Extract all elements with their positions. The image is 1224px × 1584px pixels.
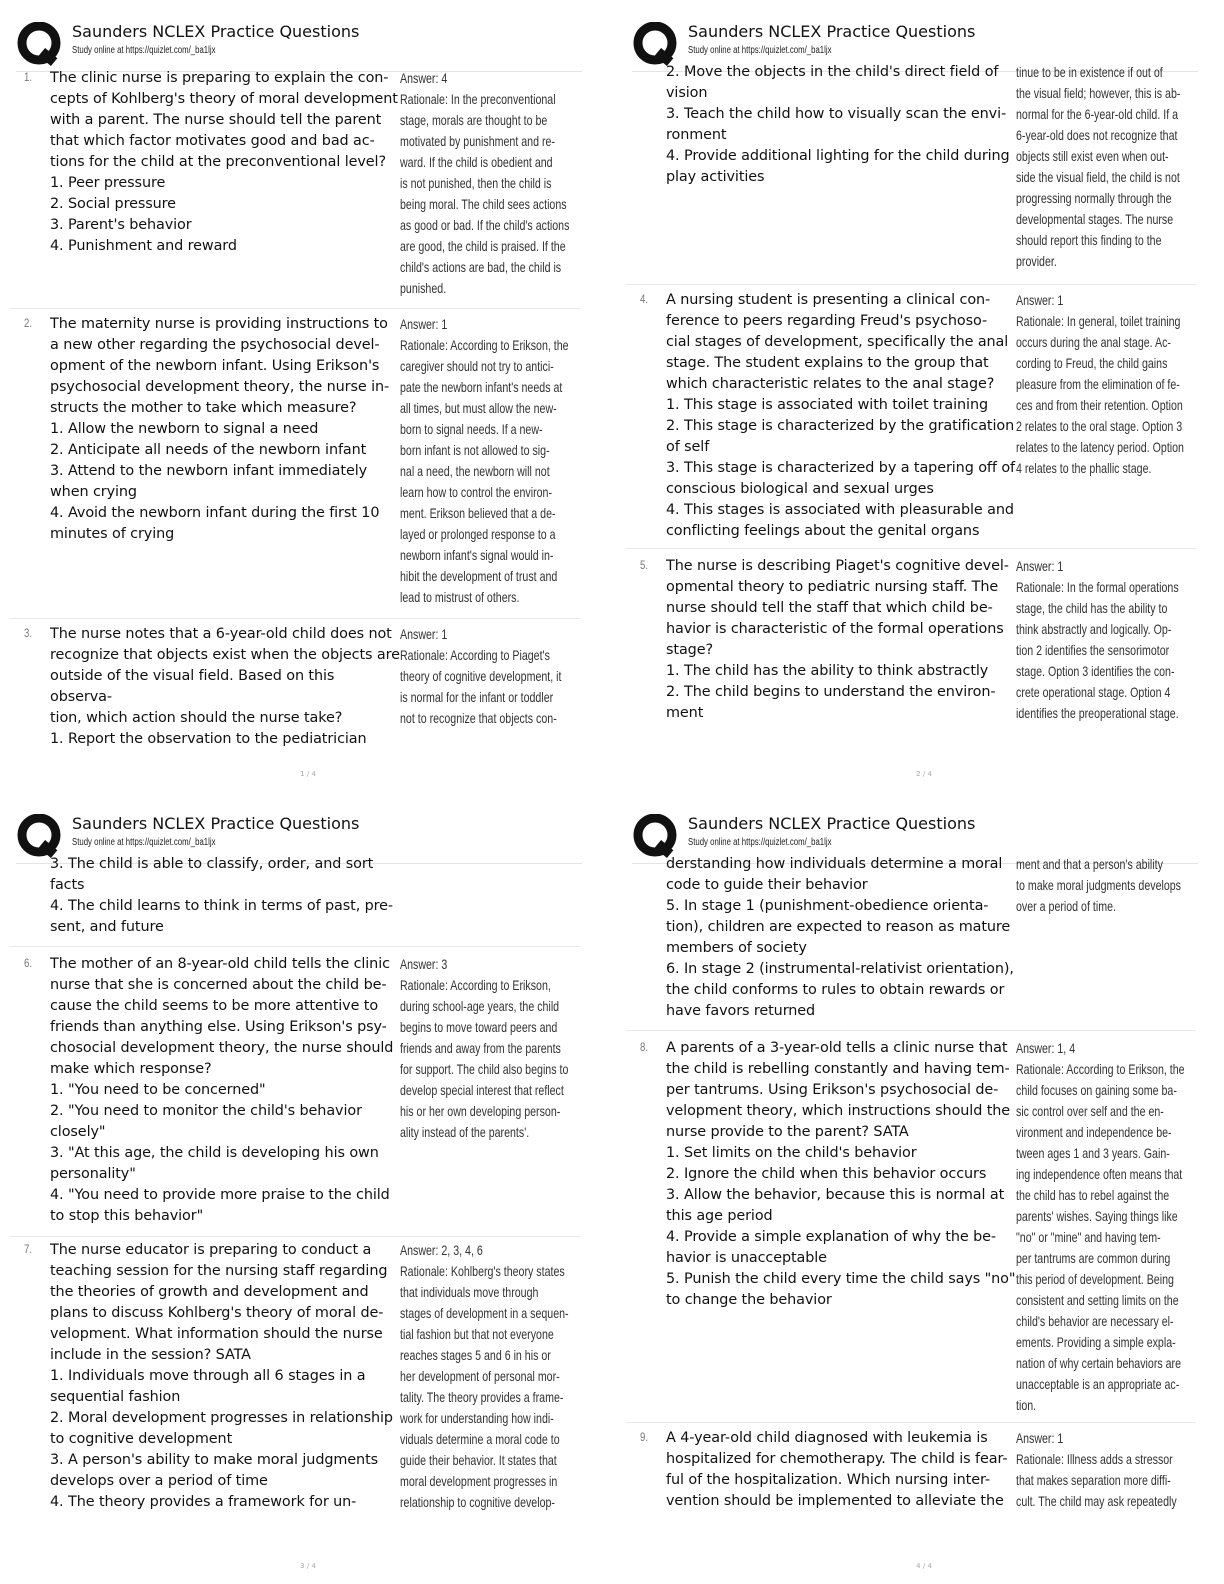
rationale-line: is not punished, then the child is xyxy=(400,175,552,191)
question-line: outside of the visual field. Based on this observa- xyxy=(50,668,335,705)
option-line: 3. Teach the child how to visually scan the envi- xyxy=(666,106,1007,122)
question-card-8 xyxy=(626,1038,1196,1423)
page-number: 1 / 4 xyxy=(300,770,316,778)
page-1 xyxy=(10,8,606,788)
question-line: A 4-year-old child diagnosed with leukemia is xyxy=(666,1430,988,1446)
option-line: 2. Move the objects in the child's direct field of xyxy=(666,64,999,80)
question-line: the theories of growth and development and xyxy=(50,1284,369,1300)
rationale-line: theory of cognitive development, it xyxy=(400,668,562,684)
question-card-6 xyxy=(10,954,580,1237)
answer-line: Answer: 2, 3, 4, 6 xyxy=(400,1242,483,1258)
option-line: 6. In stage 2 (instrumental-relativist orientation), xyxy=(666,961,1014,977)
question-line: per tantrums. Using Erikson's psychosocial de- xyxy=(666,1082,999,1098)
question-text xyxy=(666,62,1016,188)
option-line: sequential fashion xyxy=(50,1389,181,1405)
question-number: 3. xyxy=(24,626,33,640)
option-line: have favors returned xyxy=(666,1003,816,1019)
rationale-line: that individuals move through xyxy=(400,1284,539,1300)
question-card-3-continued xyxy=(626,62,1196,285)
answer-rationale xyxy=(1016,290,1192,479)
header-subtitle: Study online at https://quizlet.com/_ba1ljx xyxy=(688,45,832,56)
question-number: 8. xyxy=(640,1040,649,1054)
option-line: sent, and future xyxy=(50,919,164,935)
option-line: 5. Punish the child every time the child says "no" xyxy=(666,1271,1016,1287)
rationale-line: ements. Providing a simple expla- xyxy=(1016,1334,1176,1350)
rationale-line: ces and from their retention. Option xyxy=(1016,397,1183,413)
question-line: opment of the newborn infant. Using Erikson's xyxy=(50,358,380,374)
page-number: 2 / 4 xyxy=(916,770,932,778)
rationale-line: develop special interest that reflect xyxy=(400,1082,564,1098)
rationale-line: layed or prolonged response to a xyxy=(400,526,556,542)
rationale-line: stage, the child has the ability to xyxy=(1016,600,1168,616)
rationale-line: normal for the 6-year-old child. If a xyxy=(1016,106,1179,122)
page-3 xyxy=(10,800,606,1580)
option-line: 2. Social pressure xyxy=(50,196,176,212)
rationale-line: ing independence often means that xyxy=(1016,1166,1183,1182)
question-line: opmental theory to pediatric nursing staff. The xyxy=(666,579,999,595)
question-text xyxy=(50,954,400,1227)
option-line: code to guide their behavior xyxy=(666,877,868,893)
rationale-line: relates to the latency period. Option xyxy=(1016,439,1184,455)
option-line: when crying xyxy=(50,484,137,500)
question-number: 2. xyxy=(24,316,33,330)
question-line: cepts of Kohlberg's theory of moral development xyxy=(50,91,398,107)
rationale-line: should report this finding to the xyxy=(1016,232,1162,248)
rationale-line: all times, but must allow the new- xyxy=(400,400,557,416)
option-line: 1. Allow the newborn to signal a need xyxy=(50,421,319,437)
question-line: The clinic nurse is preparing to explain the con- xyxy=(50,70,389,86)
answer-rationale xyxy=(400,954,576,1143)
page-number: 3 / 4 xyxy=(300,1562,316,1570)
option-line: 3. This stage is characterized by a tapering off of xyxy=(666,460,1015,476)
option-line: 4. Provide a simple explanation of why the be- xyxy=(666,1229,997,1245)
rationale-line: moral development progresses in xyxy=(400,1473,558,1489)
question-line: ference to peers regarding Freud's psychoso- xyxy=(666,313,988,329)
page-header xyxy=(16,18,576,68)
rationale-line: this period of development. Being xyxy=(1016,1271,1174,1287)
option-line: vision xyxy=(666,85,708,101)
option-line: 4. Avoid the newborn infant during the first 10 xyxy=(50,505,380,521)
rationale-line: caregiver should not try to antici- xyxy=(400,358,554,374)
rationale-line: ality instead of the parents'. xyxy=(400,1124,530,1140)
option-line: tion), children are expected to reason as mature xyxy=(666,919,1011,935)
question-card-4 xyxy=(626,290,1196,549)
question-line: havior is characteristic of the formal operations xyxy=(666,621,1004,637)
question-line: a new other regarding the psychosocial devel- xyxy=(50,337,380,353)
rationale-line: pate the newborn infant's needs at xyxy=(400,379,563,395)
question-line: cial stages of development, specifically the anal xyxy=(666,334,1009,350)
rationale-line: reaches stages 5 and 6 in his or xyxy=(400,1347,551,1363)
rationale-line: vironment and independence be- xyxy=(1016,1124,1172,1140)
question-card-5 xyxy=(626,556,1196,728)
rationale-line: per tantrums are common during xyxy=(1016,1250,1171,1266)
option-line: derstanding how individuals determine a moral xyxy=(666,856,1003,872)
rationale-line: think abstractly and logically. Op- xyxy=(1016,621,1172,637)
rationale-line: Rationale: According to Erikson, the xyxy=(1016,1061,1185,1077)
rationale-line: tween ages 1 and 3 years. Gain- xyxy=(1016,1145,1170,1161)
rationale-line: Rationale: In general, toilet training xyxy=(1016,313,1181,329)
rationale-line: developmental stages. The nurse xyxy=(1016,211,1174,227)
answer-line: Answer: 1, 4 xyxy=(1016,1040,1076,1056)
question-line: include in the session? SATA xyxy=(50,1347,251,1363)
option-line: conscious biological and sexual urges xyxy=(666,481,934,497)
page-header xyxy=(632,810,1192,860)
rationale-line: ment. Erikson believed that a de- xyxy=(400,505,556,521)
answer-rationale xyxy=(400,624,576,729)
question-line: hospitalized for chemotherapy. The child is fear- xyxy=(666,1451,1008,1467)
answer-rationale xyxy=(1016,854,1192,917)
rationale-line: viduals determine a moral code to xyxy=(400,1431,560,1447)
rationale-line: sic control over self and the en- xyxy=(1016,1103,1164,1119)
option-line: 2. Anticipate all needs of the newborn infant xyxy=(50,442,367,458)
rationale-line: stages of development in a sequen- xyxy=(400,1305,569,1321)
rationale-line: Rationale: In the preconventional xyxy=(400,91,556,107)
option-line: members of society xyxy=(666,940,807,956)
rationale-line: cult. The child may ask repeatedly xyxy=(1016,1493,1177,1509)
rationale-line: for support. The child also begins to xyxy=(400,1061,569,1077)
answer-rationale xyxy=(1016,62,1192,272)
option-line: to stop this behavior" xyxy=(50,1208,204,1224)
answer-line: Answer: 3 xyxy=(400,956,448,972)
question-number: 6. xyxy=(24,956,33,970)
answer-rationale xyxy=(400,68,576,299)
question-text xyxy=(666,290,1016,542)
option-line: play activities xyxy=(666,169,765,185)
rationale-line: tality. The theory provides a frame- xyxy=(400,1389,564,1405)
rationale-line: identifies the preoperational stage. xyxy=(1016,705,1179,721)
question-card-9 xyxy=(626,1428,1196,1518)
rationale-line: child's behavior are necessary el- xyxy=(1016,1313,1174,1329)
option-line: 2. The child begins to understand the environ- xyxy=(666,684,996,700)
answer-line: Answer: 1 xyxy=(1016,558,1064,574)
question-number: 1. xyxy=(24,70,33,84)
question-number: 7. xyxy=(24,1242,33,1256)
rationale-line: 4 relates to the phallic stage. xyxy=(1016,460,1152,476)
rationale-line: hibit the development of trust and xyxy=(400,568,558,584)
question-line: nurse provide to the parent? SATA xyxy=(666,1124,909,1140)
rationale-line: punished. xyxy=(400,280,447,296)
header-subtitle: Study online at https://quizlet.com/_ba1ljx xyxy=(72,837,216,848)
question-line: cause the child seems to be more attentive to xyxy=(50,998,379,1014)
rationale-line: nal a need, the newborn will not xyxy=(400,463,550,479)
option-line: 3. "At this age, the child is developing his own xyxy=(50,1145,379,1161)
question-line: vention should be implemented to alleviate the xyxy=(666,1493,1004,1509)
option-line: to change the behavior xyxy=(666,1292,832,1308)
rationale-line: pleasure from the elimination of fe- xyxy=(1016,376,1180,392)
rationale-line: stage, morals are thought to be xyxy=(400,112,548,128)
option-line: develops over a period of time xyxy=(50,1473,268,1489)
rationale-line: is normal for the infant or toddler xyxy=(400,689,554,705)
rationale-line: work for understanding how indi- xyxy=(400,1410,554,1426)
rationale-line: ward. If the child is obedient and xyxy=(400,154,553,170)
question-line: tions for the child at the preconventional level? xyxy=(50,154,386,170)
option-line: 3. A person's ability to make moral judgments xyxy=(50,1452,379,1468)
question-card-1 xyxy=(10,68,580,309)
question-line: friends than anything else. Using Erikson's psy- xyxy=(50,1019,387,1035)
question-line: A nursing student is presenting a clinical con- xyxy=(666,292,991,308)
page-4 xyxy=(626,800,1222,1580)
rationale-line: ment and that a person's ability xyxy=(1016,856,1163,872)
page-2 xyxy=(626,8,1222,788)
question-text xyxy=(50,854,400,938)
question-line: The maternity nurse is providing instructions to xyxy=(50,316,388,332)
question-line: which characteristic relates to the anal stage? xyxy=(666,376,995,392)
option-line: to cognitive development xyxy=(50,1431,233,1447)
question-line: velopment. What information should the nurse xyxy=(50,1326,383,1342)
rationale-line: learn how to control the environ- xyxy=(400,484,552,500)
question-line: The nurse educator is preparing to conduct a xyxy=(50,1242,372,1258)
question-text xyxy=(50,314,400,545)
rationale-line: relationship to cognitive develop- xyxy=(400,1494,555,1510)
rationale-line: Rationale: According to Piaget's xyxy=(400,647,550,663)
option-line: 2. Ignore the child when this behavior occurs xyxy=(666,1166,987,1182)
option-line: 4. The theory provides a framework for un- xyxy=(50,1494,357,1510)
option-line: havior is unacceptable xyxy=(666,1250,827,1266)
answer-line: Answer: 4 xyxy=(400,70,448,86)
rationale-line: stage. Option 3 identifies the con- xyxy=(1016,663,1175,679)
answer-line: Answer: 1 xyxy=(400,316,448,332)
rationale-line: "no" or "mine" and having tem- xyxy=(1016,1229,1161,1245)
question-text xyxy=(666,1428,1016,1512)
question-line: The nurse is describing Piaget's cognitive devel- xyxy=(666,558,1009,574)
option-line: 4. Provide additional lighting for the child during xyxy=(666,148,1010,164)
header-title: Saunders NCLEX Practice Questions xyxy=(72,814,360,833)
page-number: 4 / 4 xyxy=(916,1562,932,1570)
answer-rationale xyxy=(1016,1038,1192,1416)
question-line: A parents of a 3-year-old tells a clinic nurse that xyxy=(666,1040,1008,1056)
question-card-2 xyxy=(10,314,580,619)
rationale-line: parents' wishes. Saying things like xyxy=(1016,1208,1178,1224)
rationale-line: child focuses on gaining some ba- xyxy=(1016,1082,1177,1098)
answer-line: Answer: 1 xyxy=(1016,292,1064,308)
rationale-line: born to signal needs. If a new- xyxy=(400,421,543,437)
option-line: facts xyxy=(50,877,85,893)
question-card-3 xyxy=(10,624,580,747)
option-line: 3. Parent's behavior xyxy=(50,217,192,233)
question-line: nurse should tell the staff that which child be- xyxy=(666,600,993,616)
option-line: 1. Set limits on the child's behavior xyxy=(666,1145,917,1161)
rationale-line: to make moral judgments develops xyxy=(1016,877,1182,893)
option-line: 2. "You need to monitor the child's behavior xyxy=(50,1103,362,1119)
question-line: nurse that she is concerned about the child be- xyxy=(50,977,387,993)
question-line: stage. The student explains to the group that xyxy=(666,355,989,371)
rationale-line: born infant is not allowed to sig- xyxy=(400,442,550,458)
question-text xyxy=(50,1240,400,1513)
rationale-line: as good or bad. If the child's actions xyxy=(400,217,570,233)
rationale-line: being moral. The child sees actions xyxy=(400,196,567,212)
question-line: tion, which action should the nurse take? xyxy=(50,710,343,726)
rationale-line: occurs during the anal stage. Ac- xyxy=(1016,334,1171,350)
option-line: the child conforms to rules to obtain rewards or xyxy=(666,982,1005,998)
page-header xyxy=(632,18,1192,68)
option-line: 1. This stage is associated with toilet training xyxy=(666,397,988,413)
rationale-line: nation of why certain behaviors are xyxy=(1016,1355,1182,1371)
question-number: 5. xyxy=(640,558,649,572)
option-line: of self xyxy=(666,439,710,455)
question-line: chosocial development theory, the nurse should xyxy=(50,1040,394,1056)
rationale-line: tion 2 identifies the sensorimotor xyxy=(1016,642,1170,658)
option-line: 3. Allow the behavior, because this is normal at xyxy=(666,1187,1005,1203)
rationale-line: side the visual field, the child is not xyxy=(1016,169,1180,185)
question-text xyxy=(50,624,400,750)
question-line: with a parent. The nurse should tell the parent xyxy=(50,112,382,128)
option-line: 1. Report the observation to the pediatrician xyxy=(50,731,367,747)
header-title: Saunders NCLEX Practice Questions xyxy=(72,22,360,41)
page-header xyxy=(16,810,576,860)
question-line: stage? xyxy=(666,642,713,658)
rationale-line: Rationale: According to Erikson, the xyxy=(400,337,569,353)
question-line: teaching session for the nursing staff regarding xyxy=(50,1263,388,1279)
rationale-line: during school-age years, the child xyxy=(400,998,560,1014)
option-line: 1. The child has the ability to think abstractly xyxy=(666,663,989,679)
question-number: 9. xyxy=(640,1430,649,1444)
rationale-line: the visual field; however, this is ab- xyxy=(1016,85,1181,101)
rationale-line: Rationale: Kohlberg's theory states xyxy=(400,1263,565,1279)
option-line: ronment xyxy=(666,127,727,143)
header-title: Saunders NCLEX Practice Questions xyxy=(688,22,976,41)
rationale-line: progressing normally through the xyxy=(1016,190,1172,206)
option-line: 1. Individuals move through all 6 stages in a xyxy=(50,1368,366,1384)
answer-rationale xyxy=(400,314,576,608)
rationale-line: 6-year-old does not recognize that xyxy=(1016,127,1178,143)
question-card-7 xyxy=(10,1240,580,1516)
question-text xyxy=(666,1038,1016,1311)
answer-line: Answer: 1 xyxy=(1016,1430,1064,1446)
option-line: 4. Punishment and reward xyxy=(50,238,237,254)
rationale-line: Rationale: According to Erikson, xyxy=(400,977,551,993)
answer-rationale xyxy=(1016,1428,1192,1512)
question-line: recognize that objects exist when the objects are xyxy=(50,647,400,663)
rationale-line: her development of personal mor- xyxy=(400,1368,560,1384)
header-title: Saunders NCLEX Practice Questions xyxy=(688,814,976,833)
rationale-line: over a period of time. xyxy=(1016,898,1116,914)
option-line: closely" xyxy=(50,1124,106,1140)
question-line: make which response? xyxy=(50,1061,212,1077)
question-line: velopment theory, which instructions should the xyxy=(666,1103,1011,1119)
question-line: The nurse notes that a 6-year-old child does not xyxy=(50,626,392,642)
rationale-line: guide their behavior. It states that xyxy=(400,1452,557,1468)
question-number: 4. xyxy=(640,292,649,306)
rationale-line: tial fashion but that not everyone xyxy=(400,1326,554,1342)
rationale-line: begins to move toward peers and xyxy=(400,1019,558,1035)
question-line: psychosocial development theory, the nurse in- xyxy=(50,379,390,395)
question-line: the child is rebelling constantly and having tem- xyxy=(666,1061,1010,1077)
rationale-line: child's actions are bad, the child is xyxy=(400,259,562,275)
question-line: that which factor motivates good and bad ac- xyxy=(50,133,375,149)
option-line: 4. This stages is associated with pleasurable and xyxy=(666,502,1014,518)
option-line: 2. Moral development progresses in relationship xyxy=(50,1410,393,1426)
rationale-line: newborn infant's signal would in- xyxy=(400,547,554,563)
rationale-line: his or her own developing person- xyxy=(400,1103,561,1119)
question-text xyxy=(666,854,1016,1022)
rationale-line: provider. xyxy=(1016,253,1057,269)
rationale-line: that makes separation more diffi- xyxy=(1016,1472,1171,1488)
option-line: 2. This stage is characterized by the gratification xyxy=(666,418,1015,434)
answer-rationale xyxy=(1016,556,1192,724)
rationale-line: the child has to rebel against the xyxy=(1016,1187,1170,1203)
question-line: ful of the hospitalization. Which nursing inter- xyxy=(666,1472,990,1488)
rationale-line: Rationale: In the formal operations xyxy=(1016,579,1179,595)
rationale-line: 2 relates to the oral stage. Option 3 xyxy=(1016,418,1183,434)
option-line: 3. Attend to the newborn infant immediately xyxy=(50,463,368,479)
rationale-line: tinue to be in existence if out of xyxy=(1016,64,1163,80)
question-line: The mother of an 8-year-old child tells the clinic xyxy=(50,956,390,972)
question-card-5-continued xyxy=(10,854,580,947)
rationale-line: motivated by punishment and re- xyxy=(400,133,555,149)
rationale-line: consistent and setting limits on the xyxy=(1016,1292,1179,1308)
header-subtitle: Study online at https://quizlet.com/_ba1ljx xyxy=(688,837,832,848)
option-line: 1. Peer pressure xyxy=(50,175,166,191)
option-line: 5. In stage 1 (punishment-obedience orienta- xyxy=(666,898,989,914)
option-line: this age period xyxy=(666,1208,773,1224)
option-line: 4. The child learns to think in terms of past, pre- xyxy=(50,898,394,914)
header-subtitle: Study online at https://quizlet.com/_ba1ljx xyxy=(72,45,216,56)
rationale-line: unacceptable is an appropriate ac- xyxy=(1016,1376,1180,1392)
question-text xyxy=(666,556,1016,724)
question-line: structs the mother to take which measure? xyxy=(50,400,357,416)
option-line: ment xyxy=(666,705,704,721)
option-line: 3. The child is able to classify, order, and sort xyxy=(50,856,374,872)
question-text xyxy=(50,68,400,257)
rationale-line: cording to Freud, the child gains xyxy=(1016,355,1168,371)
rationale-line: tion. xyxy=(1016,1397,1037,1413)
option-line: 4. "You need to provide more praise to the child xyxy=(50,1187,390,1203)
quizlet-logo-icon xyxy=(16,22,62,68)
rationale-line: not to recognize that objects con- xyxy=(400,710,557,726)
rationale-line: lead to mistrust of others. xyxy=(400,589,520,605)
option-line: personality" xyxy=(50,1166,136,1182)
rationale-line: objects still exist even when out- xyxy=(1016,148,1169,164)
rationale-line: are good, the child is praised. If the xyxy=(400,238,566,254)
rationale-line: Rationale: Illness adds a stressor xyxy=(1016,1451,1173,1467)
option-line: 1. "You need to be concerned" xyxy=(50,1082,266,1098)
rationale-line: crete operational stage. Option 4 xyxy=(1016,684,1171,700)
option-line: minutes of crying xyxy=(50,526,175,542)
rationale-line: friends and away from the parents xyxy=(400,1040,561,1056)
question-card-7-continued xyxy=(626,854,1196,1031)
answer-line: Answer: 1 xyxy=(400,626,448,642)
option-line: conflicting feelings about the genital organs xyxy=(666,523,980,539)
question-line: plans to discuss Kohlberg's theory of moral de- xyxy=(50,1305,384,1321)
answer-rationale xyxy=(400,1240,576,1513)
